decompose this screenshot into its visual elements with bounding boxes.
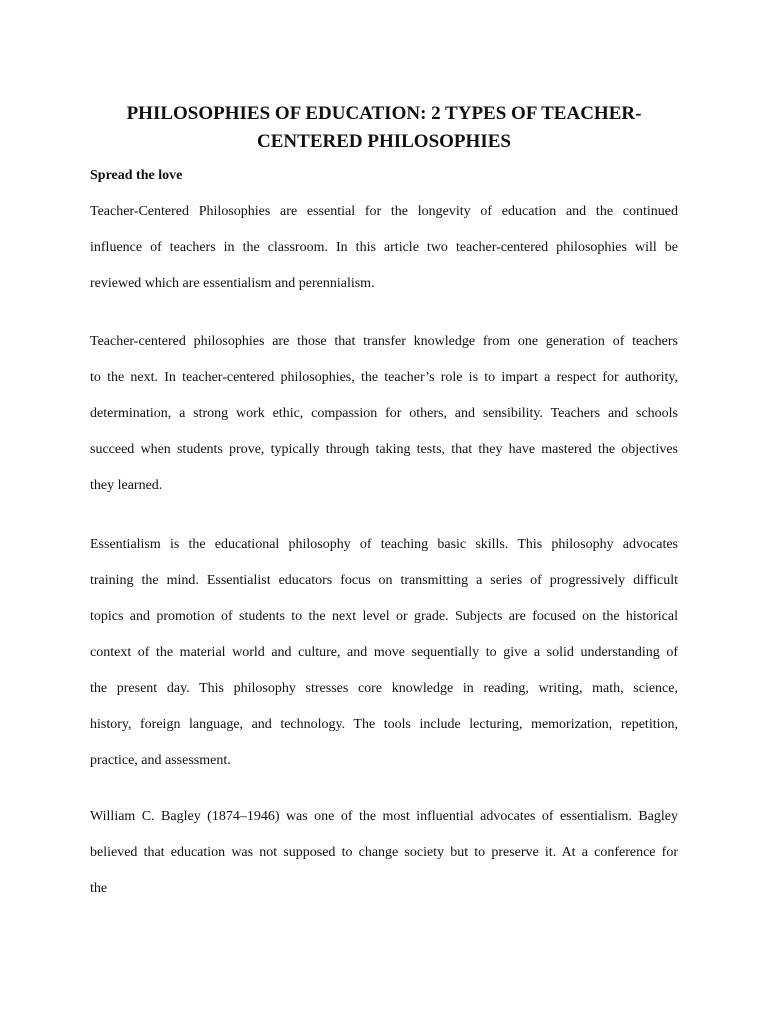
title-line-2: CENTERED PHILOSOPHIES — [257, 131, 511, 152]
paragraph-line: context of the material world and culture, and move sequentially to give a solid understanding of — [90, 645, 678, 660]
paragraph-line: practice, and assessment. — [90, 753, 231, 768]
paragraph-line: history, foreign language, and technology. The tools include lecturing, memorization, repetition, — [90, 717, 678, 732]
paragraph-line: the present day. This philosophy stresses core knowledge in reading, writing, math, science, — [90, 681, 678, 696]
paragraph-line: the — [90, 881, 108, 896]
paragraph-line: determination, a strong work ethic, compassion for others, and sensibility. Teachers and schools — [90, 406, 678, 421]
paragraph-line: reviewed which are essentialism and perennialism. — [90, 276, 375, 291]
paragraph-line: topics and promotion of students to the next level or grade. Subjects are focused on the historical — [90, 609, 678, 624]
paragraph-line: they learned. — [90, 478, 163, 493]
paragraph-line: training the mind. Essentialist educators focus on transmitting a series of progressively difficult — [90, 573, 678, 588]
share-heading: Spread the love — [90, 168, 183, 183]
paragraph-line: believed that education was not supposed to change society but to preserve it. At a conference for — [90, 845, 678, 860]
paragraph-line: Teacher-Centered Philosophies are essential for the longevity of education and the continued — [90, 204, 678, 219]
title-line-1: PHILOSOPHIES OF EDUCATION: 2 TYPES OF TEACHER- — [126, 103, 642, 124]
paragraph-line: to the next. In teacher-centered philosophies, the teacher’s role is to impart a respect for authority, — [90, 370, 678, 385]
paragraph-line: succeed when students prove, typically through taking tests, that they have mastered the objectives — [90, 442, 678, 457]
paragraph-intro — [90, 194, 678, 302]
document-title — [90, 100, 678, 156]
paragraph-line: influence of teachers in the classroom. In this article two teacher-centered philosophies will be — [90, 240, 678, 255]
paragraph-line: William C. Bagley (1874–1946) was one of the most influential advocates of essentialism. Bagley — [90, 809, 678, 824]
paragraph-line: Teacher-centered philosophies are those that transfer knowledge from one generation of teachers — [90, 334, 678, 349]
paragraph-essentialism — [90, 527, 678, 779]
paragraph-teacher-centered — [90, 324, 678, 504]
paragraph-line: Essentialism is the educational philosophy of teaching basic skills. This philosophy advocates — [90, 537, 678, 552]
paragraph-bagley — [90, 799, 678, 907]
